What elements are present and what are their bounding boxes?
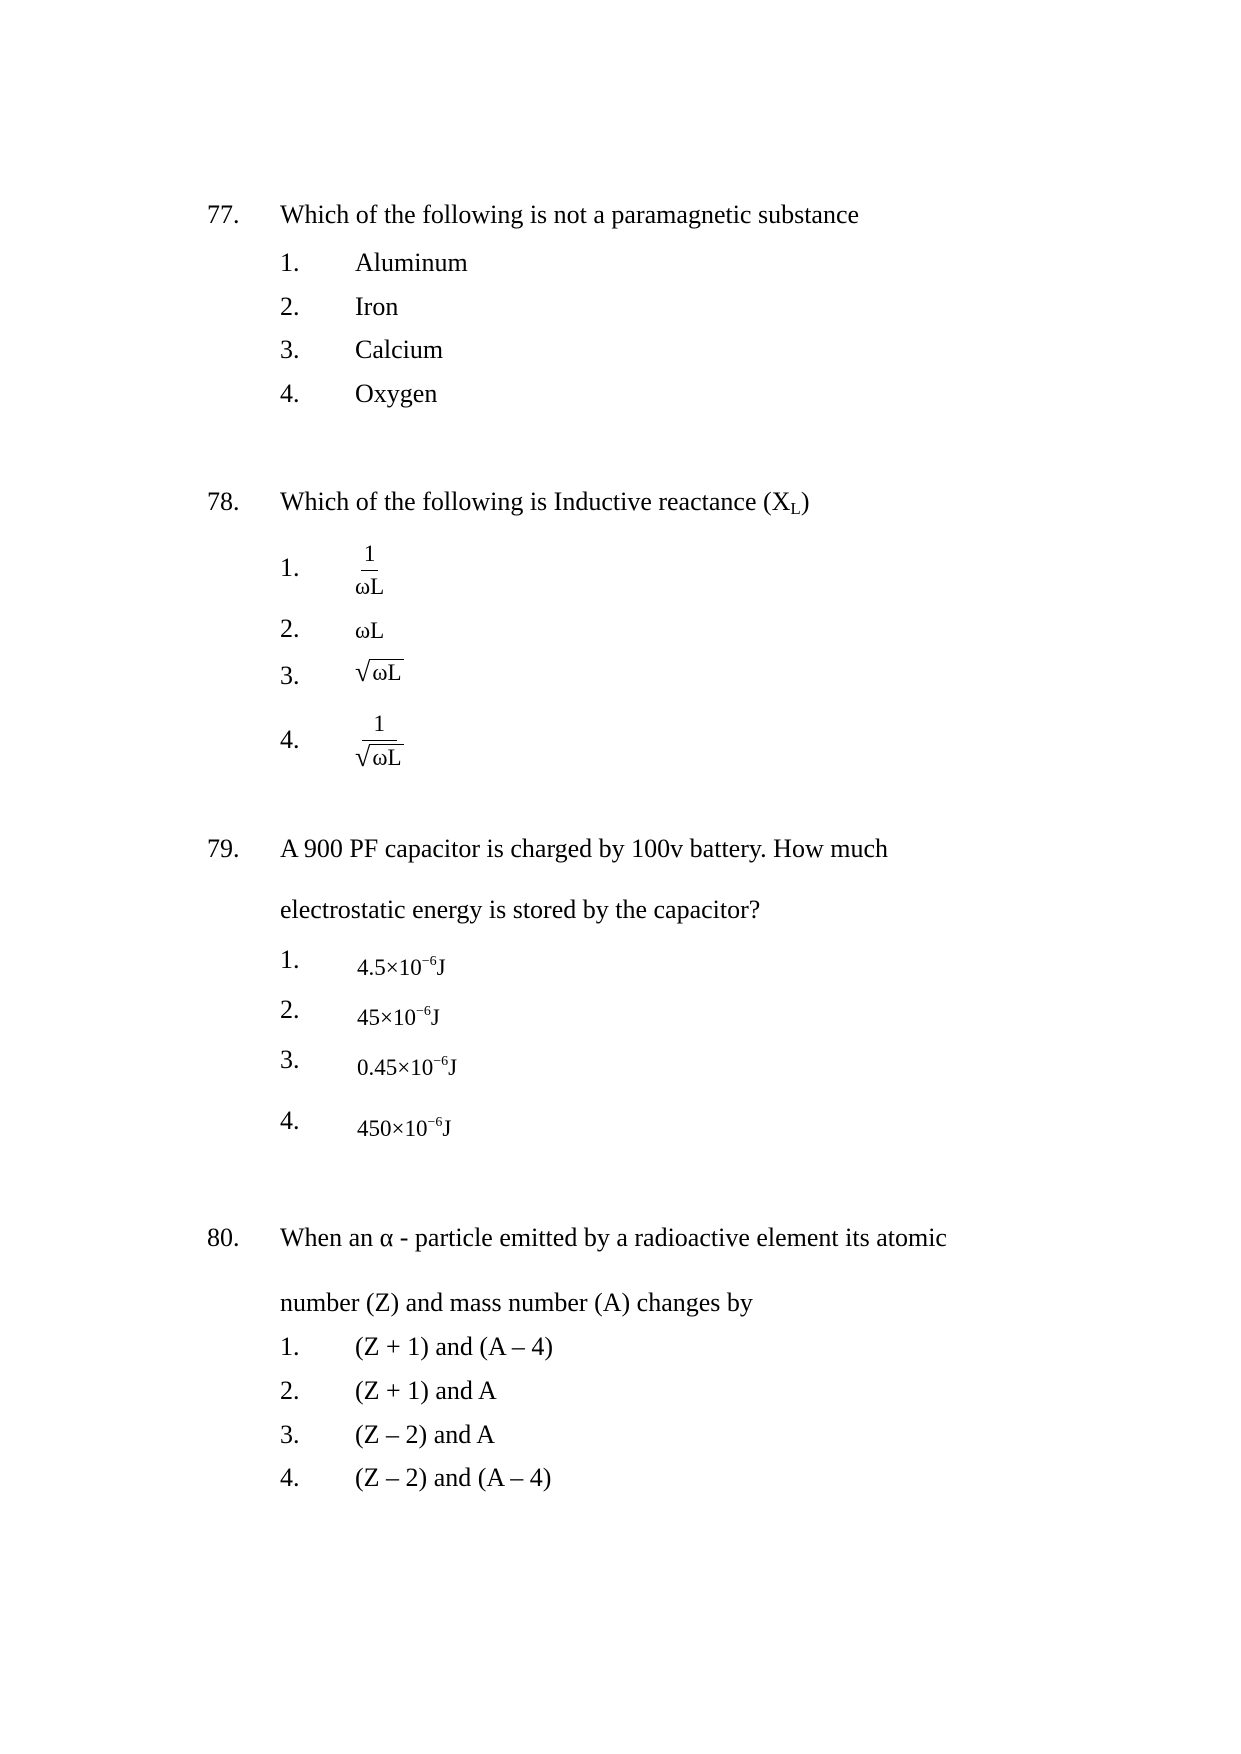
option-value: $4.5\times 10^{-6}J$	[357, 954, 446, 980]
option-value: $450\times 10^{-6}J$	[357, 1115, 452, 1141]
question-77: 77. Which of the following is not a paramagnetic substance 1. Aluminum 2. Iron 3. Calcium 4. Oxygen	[207, 200, 860, 408]
question-text-line-2: electrostatic energy is stored by the capacitor?	[280, 895, 761, 924]
subscript: L	[790, 499, 801, 518]
question-text: Which of the following is not a paramagnetic substance	[280, 200, 860, 229]
question-number: 78.	[207, 487, 240, 516]
option-text: (Z + 1) and (A – 4)	[355, 1332, 554, 1361]
question-text-line-1: A 900 PF capacitor is charged by 100v battery. How much	[280, 834, 888, 863]
square-root: √ ωL	[355, 657, 402, 688]
option-value: $45\times 10^{-6}J$	[357, 1004, 440, 1030]
question-78: 78. Which of the following is Inductive reactance $(X_L)$ 1. $\frac{1}{\omega L}$ 2. ωL 3. √ ωL 4. 1 √ ωL	[207, 487, 810, 773]
fraction: $\frac{1}{\omega L}$	[355, 541, 385, 599]
option-text: Aluminum	[355, 248, 468, 277]
option-text: Calcium	[355, 335, 444, 364]
option-text: (Z – 2) and A	[355, 1420, 496, 1449]
question-number: 77.	[207, 200, 240, 229]
option-text: Iron	[355, 292, 399, 321]
option-text: (Z + 1) and A	[355, 1376, 497, 1405]
question-number: 80.	[207, 1223, 240, 1252]
option-value: $0.45\times 10^{-6}J$	[357, 1054, 458, 1080]
option-text: ωL	[355, 618, 385, 643]
option-text: (Z – 2) and (A – 4)	[355, 1463, 552, 1492]
question-text-line-2: number (Z) and mass number (A) changes by	[280, 1288, 753, 1317]
question-79: 79. A 900 PF capacitor is charged by 100v battery. How much electrostatic energy is stored by the capacitor? 1. $4.5\times 10^{-6}J$ 2. $45\times 10^{-6}J$ 3. $0.45\times 10^{-6}J$ 4. $450\times 10^{-6}J$	[207, 834, 1107, 1154]
option-text: Oxygen	[355, 379, 438, 408]
fraction: 1 √ ωL	[355, 711, 402, 773]
question-text-line-1: When an α - particle emitted by a radioactive element its atomic	[280, 1223, 947, 1252]
question-number: 79.	[207, 834, 240, 863]
question-80: 80. When an α - particle emitted by a radioactive element its atomic number (Z) and mass number (A) changes by 1. (Z + 1) and (A – 4) 2. (Z + 1) and A 3. (Z – 2) and A 4. (Z – 2) and (A – 4)	[207, 1223, 947, 1492]
question-text: Which of the following is Inductive reactance $(X_L)$	[280, 487, 810, 518]
